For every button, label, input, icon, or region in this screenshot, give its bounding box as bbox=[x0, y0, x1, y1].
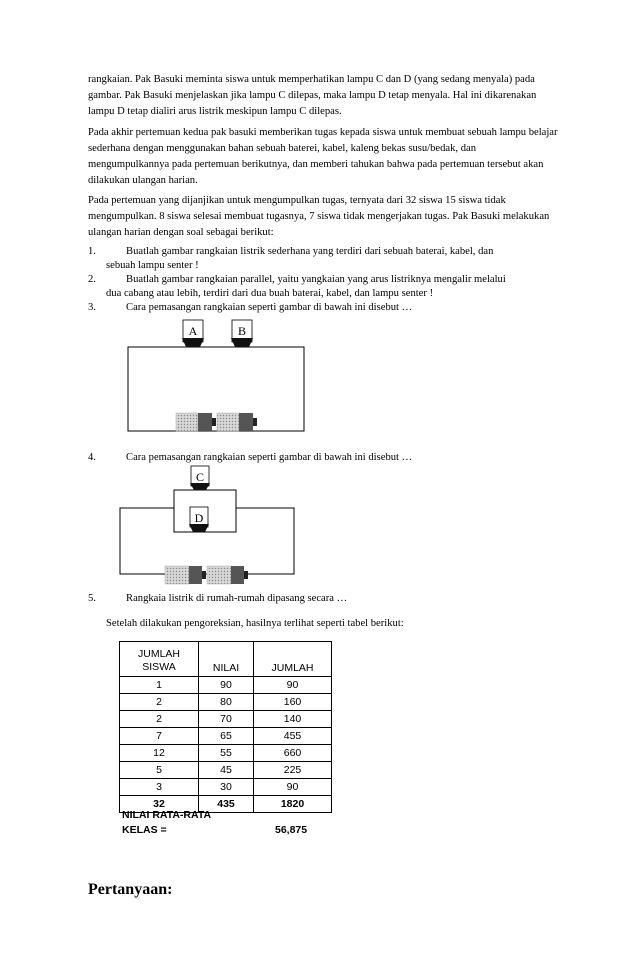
battery-2 bbox=[217, 413, 257, 431]
table-row: 2 70 140 bbox=[120, 711, 332, 728]
table-row: 1 90 90 bbox=[120, 677, 332, 694]
lamp-d-label: D bbox=[194, 511, 204, 525]
table-row: 2 80 160 bbox=[120, 694, 332, 711]
table-row: 12 55 660 bbox=[120, 745, 332, 762]
series-circuit-diagram bbox=[120, 312, 320, 440]
header-jumlah: JUMLAH bbox=[254, 642, 332, 677]
header-jumlah-siswa: JUMLAH SISWA bbox=[120, 642, 199, 677]
lamp-a bbox=[182, 320, 204, 347]
table-row: 5 45 225 bbox=[120, 762, 332, 779]
lamp-c-label: C bbox=[195, 470, 205, 484]
score-table bbox=[119, 641, 332, 813]
battery-1 bbox=[176, 413, 216, 431]
lamp-b bbox=[231, 320, 253, 347]
paragraph-1: rangkaian. Pak Basuki meminta siswa untuk memperhatikan lampu C dan D (yang sedang menyala) pada gambar. Pak Basuki menjelaskan jika lampu C dilepas, maka lampu D tetap menyala. Hal ini dikarenakan lampu D tetap dialiri arus listrik meskipun lampu C dilepas. bbox=[88, 74, 537, 117]
paragraph-3: Pada pertemuan yang dijanjikan untuk mengumpulkan tugas, ternyata dari 32 siswa 15 siswa tidak mengumpulkan. 8 siswa selesai membuat tugasnya, 7 siswa tidak mengerjakan tugas. Pak Basuki melakukan ulangan harian dengan soal sebagai berikut: bbox=[88, 195, 550, 238]
average-value: 56,875 bbox=[275, 824, 308, 836]
battery-2 bbox=[207, 566, 248, 584]
lamp-a-label: A bbox=[188, 324, 198, 338]
lamp-d bbox=[189, 507, 209, 532]
section-heading: Pertanyaan: bbox=[88, 881, 173, 898]
average-label-line2: KELAS = bbox=[122, 824, 167, 836]
table-header-row bbox=[120, 642, 332, 677]
average-label-line1: NILAI RATA-RATA bbox=[122, 809, 212, 821]
parallel-circuit-diagram bbox=[112, 462, 302, 586]
table-row: 3 30 90 bbox=[120, 779, 332, 796]
lamp-c bbox=[190, 466, 210, 490]
table-row: 7 65 455 bbox=[120, 728, 332, 745]
header-nilai: NILAI bbox=[199, 642, 254, 677]
battery-1 bbox=[165, 566, 206, 584]
table-total-row: 32 435 1820 bbox=[120, 796, 332, 813]
after-correction-text: Setelah dilakukan pengoreksian, hasilnya terlihat seperti tabel berikut: bbox=[106, 618, 404, 629]
lamp-b-label: B bbox=[237, 324, 247, 338]
paragraph-2: Pada akhir pertemuan kedua pak basuki memberikan tugas kepada siswa untuk membuat sebuah lampu belajar sederhana dengan menggunakan bahan sebuah baterei, kabel, kaleng bekas susu/bedak, dan mengumpulkannya pada pertemuan berikutnya, dan memberi tahukan bahwa pada pertemuan tersebut akan dilakukan ulangan harian. bbox=[88, 127, 558, 186]
